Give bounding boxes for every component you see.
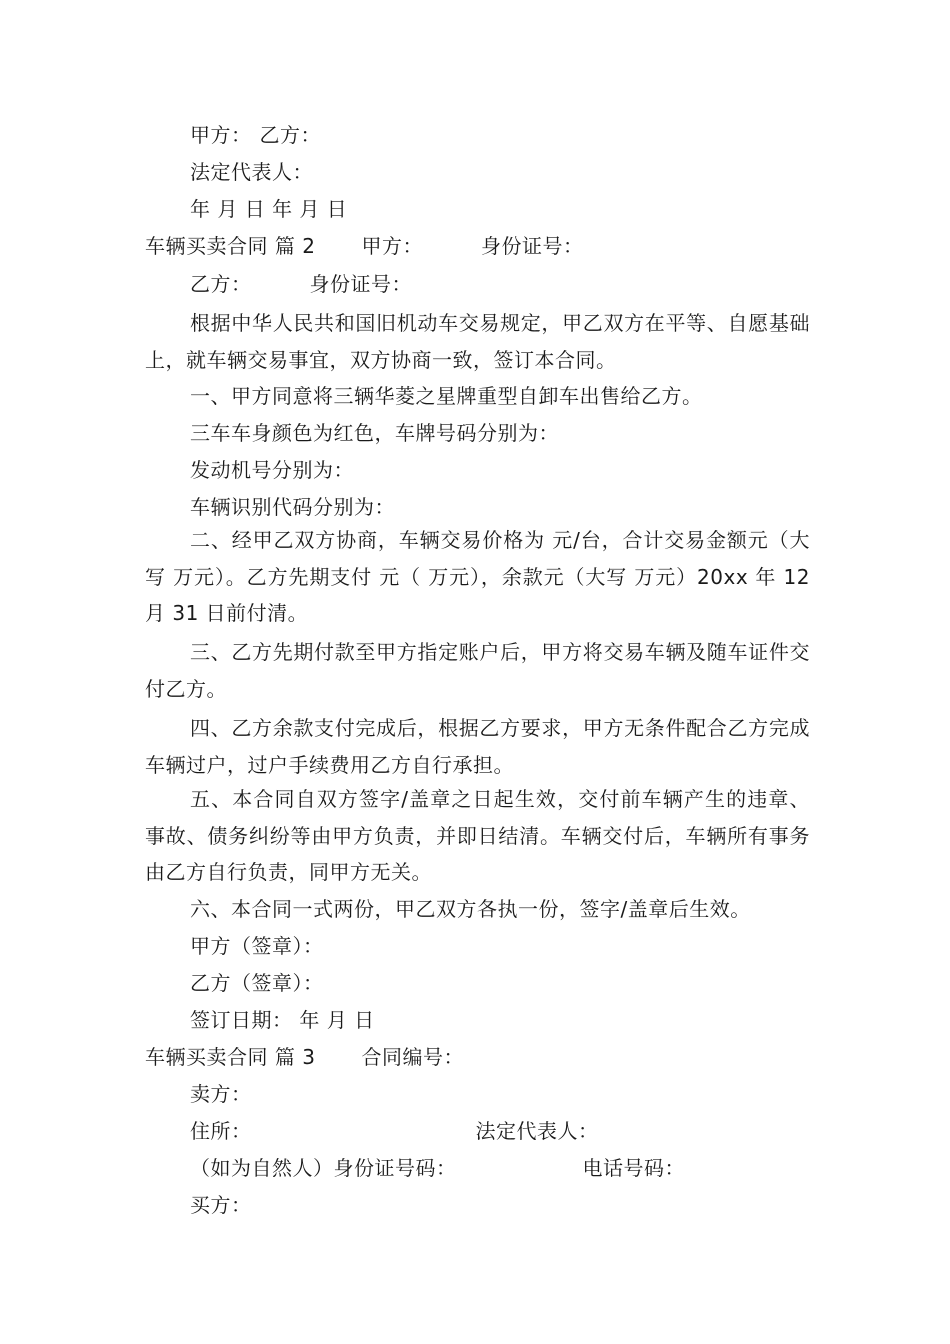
contract-2-header (145, 228, 815, 264)
contract-3-header (145, 1039, 815, 1075)
contract-number-label: 合同编号： (361, 1045, 464, 1069)
party-b-signature: 乙方（签章）： (190, 971, 324, 995)
clause-3: 三、乙方先期付款至甲方指定账户后，甲方将交易车辆及随车证件交付乙方。 (145, 640, 810, 701)
party-b-label: 乙方： (259, 123, 321, 147)
clause-5: 五、本合同自双方签字/盖章之日起生效，交付前车辆产生的违章、事故、债务纠纷等由甲方负责，并即日结清。车辆交付后，车辆所有事务由乙方自行负责，同甲方无关。 (145, 787, 810, 884)
id-number-label: 身份证号： (309, 272, 412, 296)
signing-date: 签订日期： 年 月 日 (190, 1008, 375, 1032)
party-a-signature: 甲方（签章）： (190, 934, 324, 958)
date-line: 年 月 日 年 月 日 (190, 197, 348, 221)
clause-6: 六、本合同一式两份，甲乙双方各执一份，签字/盖章后生效。 (190, 897, 751, 921)
vin-line: 车辆识别代码分别为： (190, 495, 395, 519)
seller-label: 卖方： (190, 1082, 252, 1106)
legal-rep-line: 法定代表人： (190, 160, 313, 184)
phone-number-label: 电话号码： (582, 1156, 685, 1180)
buyer-label: 买方： (190, 1193, 252, 1217)
legal-rep-label: 法定代表人： (475, 1119, 599, 1143)
id-number-label: 身份证号： (480, 234, 584, 258)
clause-4: 四、乙方余款支付完成后，根据乙方要求，甲方无条件配合乙方完成车辆过户，过户手续费用乙方自行承担。 (145, 716, 810, 777)
party-line (145, 117, 860, 153)
clause-1: 一、甲方同意将三辆华菱之星牌重型自卸车出售给乙方。 (190, 384, 703, 408)
party-a-label: 甲方： (361, 234, 423, 258)
address-line (145, 1113, 860, 1149)
contract-2-title: 车辆买卖合同 篇 2 (145, 234, 316, 258)
engine-number-line: 发动机号分别为： (190, 458, 354, 482)
party-b-label: 乙方： (190, 272, 252, 296)
id-phone-line (145, 1150, 860, 1186)
party-b-line (145, 266, 860, 302)
id-number-label: （如为自然人）身份证号码： (190, 1156, 457, 1180)
address-label: 住所： (190, 1119, 252, 1143)
party-a-label: 甲方： (190, 123, 252, 147)
vehicle-color-line: 三车车身颜色为红色，车牌号码分别为： (190, 421, 559, 445)
paragraph-intro: 根据中华人民共和国旧机动车交易规定，甲乙双方在平等、自愿基础上，就车辆交易事宜，双方协商一致，签订本合同。 (145, 311, 810, 372)
contract-3-title: 车辆买卖合同 篇 3 (145, 1045, 316, 1069)
clause-2: 二、经甲乙双方协商，车辆交易价格为 元/台，合计交易金额元（大写 万元）。乙方先期支付 元（ 万元），余款元（大写 万元）20xx 年 12 月 31 日前付清。 (145, 528, 810, 625)
